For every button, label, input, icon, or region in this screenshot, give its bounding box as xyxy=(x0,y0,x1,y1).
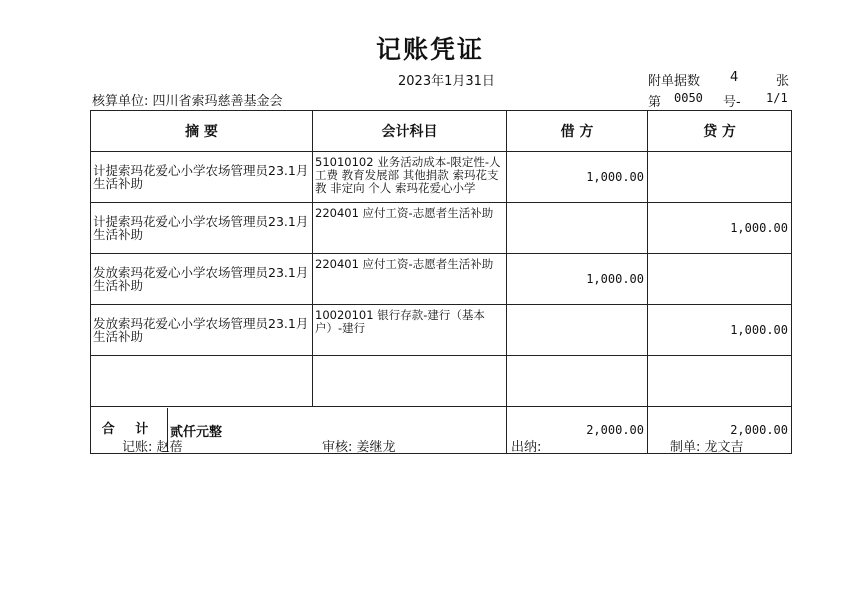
voucher-table xyxy=(90,110,792,454)
row-summary: 发放索玛花爱心小学农场管理员23.1月生活补助 xyxy=(91,254,313,305)
row-credit xyxy=(648,152,792,203)
row-summary: 计提索玛花爱心小学农场管理员23.1月生活补助 xyxy=(91,203,313,254)
preparer-field xyxy=(670,436,744,455)
attachments-unit: 张 xyxy=(776,74,790,89)
preparer-label: 制单: xyxy=(670,440,701,455)
column-header-credit: 贷 方 xyxy=(648,111,792,152)
org-line xyxy=(92,90,283,109)
table-row xyxy=(91,356,792,407)
row-debit xyxy=(507,305,648,356)
row-credit xyxy=(648,254,792,305)
row-account xyxy=(313,356,507,407)
total-credit: 2,000.00 xyxy=(648,407,792,454)
voucher-no: 0050 xyxy=(674,91,703,105)
column-header-summary: 摘 要 xyxy=(91,111,313,152)
row-debit: 1,000.00 xyxy=(507,152,648,203)
row-account: 220401 应付工资-志愿者生活补助 xyxy=(313,254,507,305)
reviewer-label: 审核: xyxy=(322,440,353,455)
voucher-date: 2023年1月31日 xyxy=(398,74,495,89)
reviewer-field xyxy=(322,436,396,455)
bookkeeper-label: 记账: xyxy=(122,440,153,455)
total-label: 合 计 xyxy=(91,408,168,452)
row-summary xyxy=(91,356,313,407)
table-row xyxy=(91,152,792,203)
column-header-debit: 借 方 xyxy=(507,111,648,152)
attachments-label: 附单据数 xyxy=(648,74,701,89)
column-header-account: 会计科目 xyxy=(313,111,507,152)
voucher-title: 记账凭证 xyxy=(375,35,484,64)
row-account: 51010102 业务活动成本-限定性-人工费 教育发展部 其他捐款 索玛花支教 非定向 个人 索玛花爱心小学 xyxy=(313,152,507,203)
table-row xyxy=(91,305,792,356)
total-amount-words: 贰仟元整 xyxy=(170,424,223,440)
row-credit: 1,000.00 xyxy=(648,203,792,254)
attachments-count: 4 xyxy=(730,70,739,85)
row-debit: 1,000.00 xyxy=(507,254,648,305)
org-label: 核算单位: xyxy=(92,94,149,109)
reviewer-name: 姜继龙 xyxy=(356,440,396,455)
org-name: 四川省索玛慈善基金会 xyxy=(152,94,283,109)
table-row xyxy=(91,254,792,305)
row-debit xyxy=(507,203,648,254)
cashier-field xyxy=(511,436,541,455)
row-credit xyxy=(648,356,792,407)
row-account: 10020101 银行存款-建行（基本户）-建行 xyxy=(313,305,507,356)
row-account: 220401 应付工资-志愿者生活补助 xyxy=(313,203,507,254)
row-credit: 1,000.00 xyxy=(648,305,792,356)
table-header-row xyxy=(91,111,792,152)
row-summary: 发放索玛花爱心小学农场管理员23.1月生活补助 xyxy=(91,305,313,356)
voucher-no-suffix: 号- xyxy=(723,95,741,110)
cashier-label: 出纳: xyxy=(511,440,542,455)
bookkeeper-field xyxy=(122,436,183,455)
table-row xyxy=(91,203,792,254)
bookkeeper-name: 赵蓓 xyxy=(156,440,183,455)
preparer-name: 龙文吉 xyxy=(704,440,744,455)
row-summary: 计提索玛花爱心小学农场管理员23.1月生活补助 xyxy=(91,152,313,203)
row-debit xyxy=(507,356,648,407)
voucher-no-prefix: 第 xyxy=(648,95,662,110)
total-debit: 2,000.00 xyxy=(507,407,648,454)
page-number: 1/1 xyxy=(766,91,788,105)
